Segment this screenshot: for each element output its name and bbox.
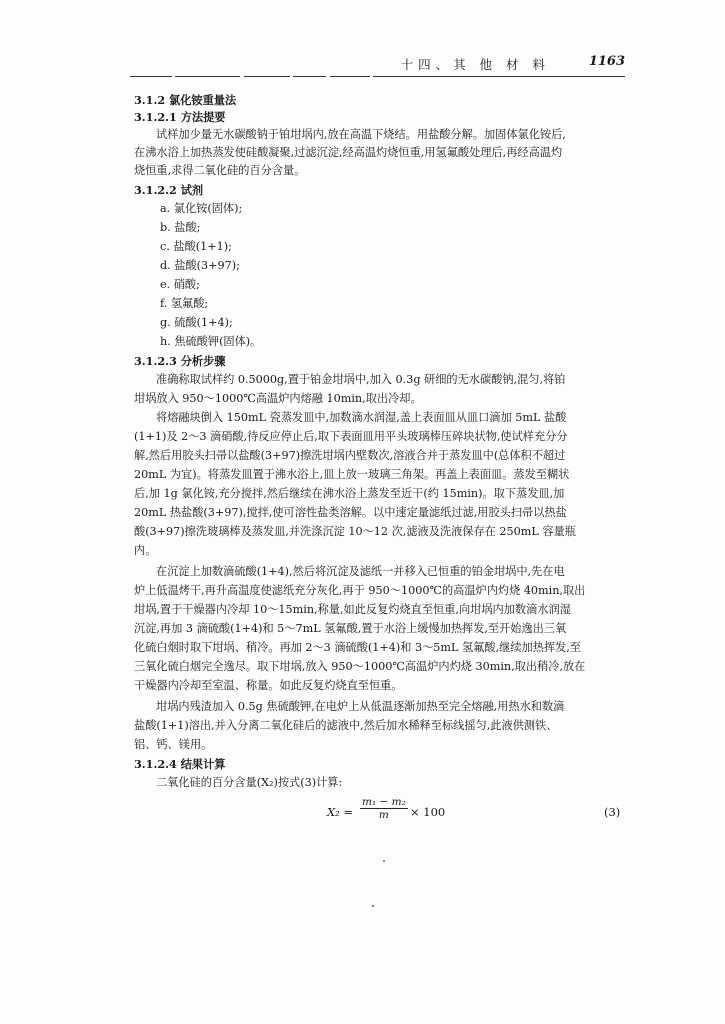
paragraph-line: 准确称取试样约 0.5000g,置于铂金坩埚中,加入 0.3g 研细的无水碳酸钠,混匀,将铂 (156, 373, 566, 386)
paragraph-line: 解,然后用胶头扫帚以盐酸(3+97)擦洗坩埚内壁数次,溶液合并于蒸发皿中(总体积不超过 (134, 449, 566, 462)
reagent-item: b. 盐酸; (160, 221, 201, 234)
section-heading: 3.1.2 氯化铵重量法 (134, 93, 237, 107)
reagent-item: e. 硝酸; (160, 278, 200, 291)
subsection-heading: 3.1.2.3 分析步骤 (134, 354, 226, 368)
paragraph-line: 内。 (134, 544, 157, 557)
paragraph-line: 沉淀,再加 3 滴硫酸(1+4)和 5～7mL 氢氟酸,置于水浴上缓慢加热挥发,至开始逸出三氧 (134, 622, 567, 635)
paragraph-line: 铝、钙、镁用。 (134, 738, 213, 751)
formula-lhs: X₂ = (327, 805, 354, 819)
paragraph-line: 在沉淀上加数滴硫酸(1+4),然后将沉淀及滤纸一并移入已恒重的铂金坩埚中,先在电 (156, 565, 565, 578)
paragraph-line: 20mL 为宜)。将蒸发皿置于沸水浴上,皿上放一玻璃三角架。再盖上表面皿。蒸发至糊状 (134, 468, 570, 481)
formula-numerator: m₁ − m₂ (362, 796, 406, 808)
paragraph-line: 化硫白烟时取下坩埚、稍冷。再加 2～3 滴硫酸(1+4)和 3～5mL 氢氟酸,继续加热挥发,至 (134, 641, 581, 654)
paragraph-line: 盐酸(1+1)溶出,并入分离二氧化硅后的滤液中,然后加水稀释至标线摇匀,此液供测铁、 (134, 719, 558, 732)
header-rule-gap (240, 72, 244, 80)
formula-rhs: × 100 (410, 805, 446, 819)
paragraph-line: 坩埚内残渣加入 0.5g 焦硫酸钾,在电炉上从低温逐渐加热至完全熔融,用热水和数滴 (156, 700, 565, 713)
scan-speck (383, 860, 385, 862)
paragraph-line: 酸(3+97)擦洗玻璃棒及蒸发皿,并洗涤沉淀 10～12 次,滤液及洗液保存在 250mL 容量瓶 (134, 525, 576, 538)
paragraph-line: 二氧化硅的百分含量(X₂)按式(3)计算: (156, 776, 343, 789)
paragraph-line: 干燥器内冷却至室温、称量。如此反复灼烧直至恒重。 (134, 679, 403, 692)
paragraph-line: (1+1)及 2～3 滴硝酸,待反应停止后,取下表面皿用平头玻璃棒压碎块状物,使试样充分分 (134, 430, 568, 443)
reagent-item: g. 硫酸(1+4); (160, 316, 233, 329)
reagent-item: f. 氢氟酸; (160, 297, 209, 310)
paragraph-line: 试样加少量无水碳酸钠于铂坩埚内,放在高温下烧结。用盐酸分解。加固体氯化铵后, (156, 128, 566, 141)
paragraph-line: 炉上低温烤干,再升高温度使滤纸充分灰化,再于 950～1000℃的高温炉内灼烧 40min,取出 (134, 584, 586, 597)
header-rule-gap (172, 72, 175, 80)
reagent-item: h. 焦硫酸钾(固体)。 (160, 335, 262, 348)
subsection-heading: 3.1.2.2 试剂 (134, 183, 204, 197)
header-rule-gap (326, 72, 330, 80)
header-rule-gap (290, 72, 293, 80)
paragraph-line: 坩埚,置于干燥器内冷却 10～15min,称量,如此反复灼烧直至恒重,向坩埚内加数滴水润湿 (134, 603, 571, 616)
paragraph-line: 20mL 热盐酸(3+97),搅拌,使可溶性盐类溶解。以中速定量滤纸过滤,用胶头扫帚以热盐 (134, 506, 567, 519)
subsection-heading: 3.1.2.1 方法提要 (134, 110, 226, 124)
chapter-title: 十四、其 他 材 料 (400, 57, 550, 72)
scan-speck (372, 905, 374, 907)
paragraph-line: 将熔融块倒入 150mL 瓷蒸发皿中,加数滴水润湿,盖上表面皿从皿口滴加 5mL 盐酸 (156, 411, 567, 424)
formula-fraction (360, 796, 408, 821)
paragraph-line: 在沸水浴上加热蒸发使硅酸凝聚,过滤沉淀,经高温灼烧恒重,用氢氟酸处理后,再经高温灼 (134, 146, 563, 159)
reagent-item: c. 盐酸(1+1); (160, 240, 232, 253)
page-number: 1163 (588, 54, 625, 69)
reagent-item: a. 氯化铵(固体); (160, 202, 243, 215)
equation-number: (3) (604, 805, 621, 819)
reagent-item: d. 盐酸(3+97); (160, 259, 240, 272)
header-rule (130, 76, 625, 77)
paragraph-line: 烧恒重,求得二氧化硅的百分含量。 (134, 164, 306, 177)
running-header (130, 52, 625, 80)
paragraph-line: 坩埚放入 950～1000℃高温炉内熔融 10min,取出冷却。 (134, 392, 422, 405)
subsection-heading: 3.1.2.4 结果计算 (134, 757, 226, 771)
header-rule-gap (370, 72, 373, 80)
paragraph-line: 三氧化硫白烟完全逸尽。取下坩埚,放入 950～1000℃高温炉内灼烧 30min,取出稍冷,放在 (134, 660, 586, 673)
paragraph-line: 后,加 1g 氯化铵,充分搅拌,然后继续在沸水浴上蒸发至近干(约 15min)。取下蒸发皿,加 (134, 487, 565, 500)
formula-denominator: m (378, 809, 389, 821)
